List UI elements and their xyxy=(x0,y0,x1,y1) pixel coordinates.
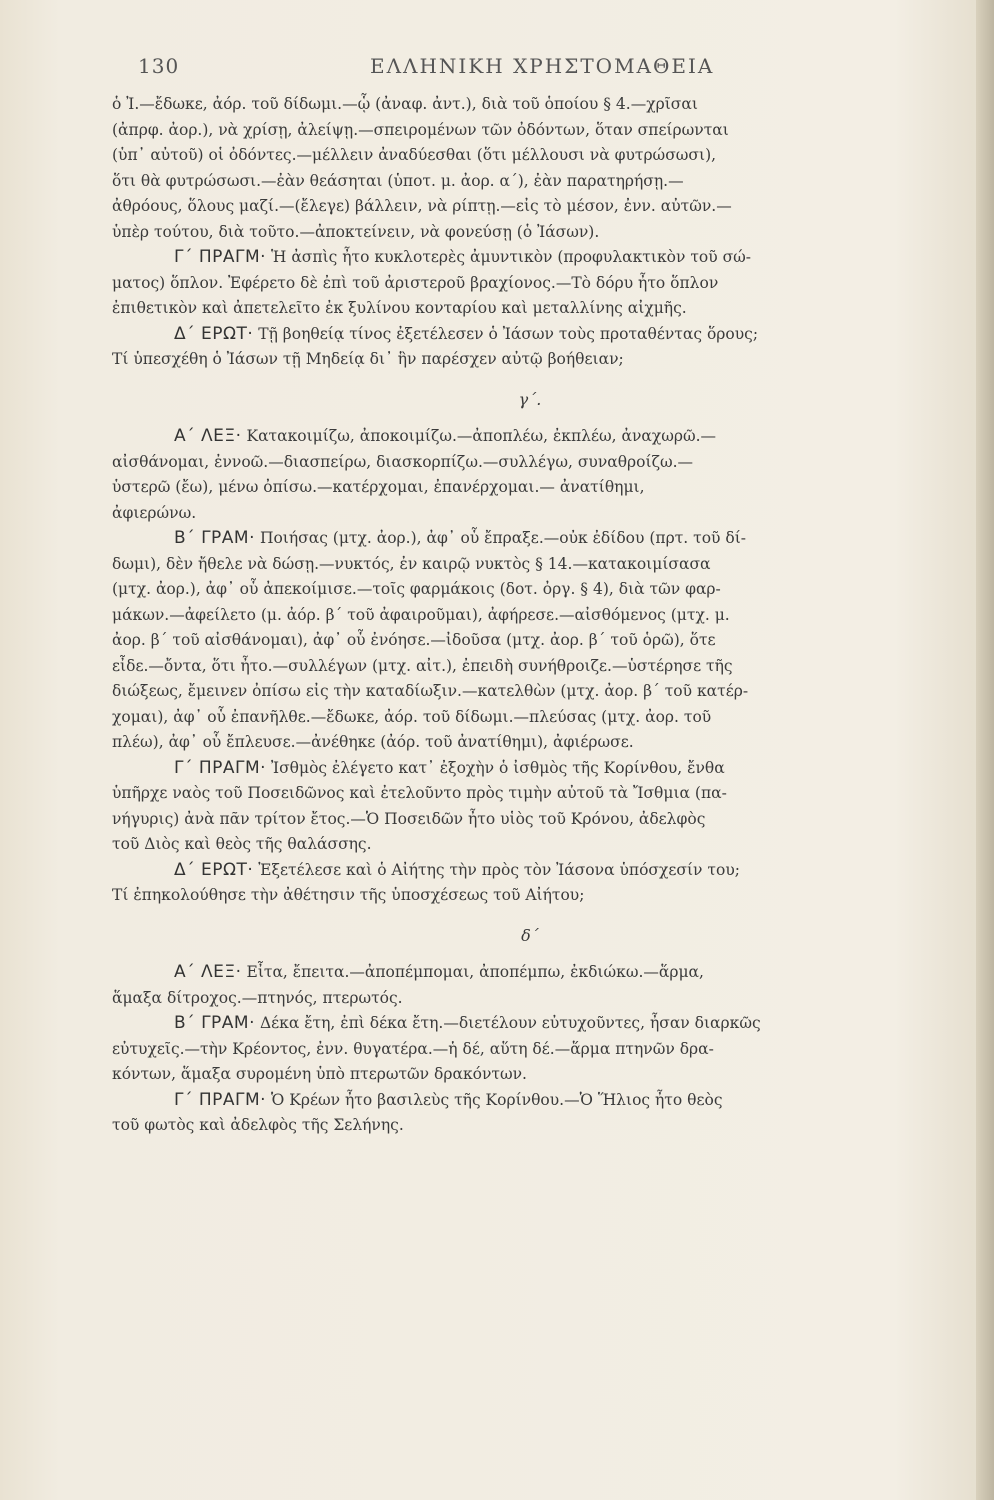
text-line: Κατακοιμίζω, ἀποκοιμίζω.—ἀποπλέω, ἐκπλέω, ἀναχωρῶ.— xyxy=(246,427,717,445)
text-line: ἀφιερώνω. xyxy=(112,503,197,522)
page-number: 130 xyxy=(138,54,180,78)
pragm-section-gamma xyxy=(112,756,948,858)
lex-section-gamma xyxy=(112,424,948,526)
text-line: Ἐξετέλεσε καὶ ὁ Αἰήτης τὴν πρὸς τὸν Ἰάσονα ὑπόσχεσίν του; xyxy=(258,860,740,879)
text-line: Ἰσθμὸς ἐλέγετο κατ᾽ ἐξοχὴν ὁ ἰσθμὸς τῆς Κορίνθου, ἔνθα xyxy=(271,758,725,777)
gram-section-gamma xyxy=(112,526,948,756)
text-line: διώξεως, ἔμεινεν ὀπίσω εἰς τὴν καταδίωξιν.—κατελθὼν (μτχ. ἀορ. β΄ τοῦ κατέρ- xyxy=(112,682,749,700)
page-body xyxy=(112,92,948,1139)
text-line: ἅμαξα δίτροχος.—πτηνός, πτερωτός. xyxy=(112,988,403,1007)
pragm-section-delta xyxy=(112,1088,948,1139)
text-line: Τί ἐπηκολούθησε τὴν ἀθέτησιν τῆς ὑποσχέσεως τοῦ Αἰήτου; xyxy=(112,886,585,904)
text-line: εὐτυχεῖς.—τὴν Κρέοντος, ἐνν. θυγατέρα.—ἡ δέ, αὕτη δέ.—ἅρμα πτηνῶν δρα- xyxy=(112,1039,714,1058)
section-label: Γ΄ ΠΡΑΓΜ· xyxy=(174,247,267,267)
text-line: μάκων.—ἀφείλετο (μ. ἀόρ. β΄ τοῦ ἀφαιροῦμαι), ἀφήρεσε.—αἰσθόμενος (μτχ. μ. xyxy=(112,605,730,624)
pragm-section-1 xyxy=(112,245,948,322)
text-line: πλέω), ἀφ᾽ οὗ ἔπλευσε.—ἀνέθηκε (ἀόρ. τοῦ ἀνατίθημι), ἀφιέρωσε. xyxy=(112,733,634,751)
gram-section-delta xyxy=(112,1011,948,1088)
text-line: δωμι), δὲν ἤθελε νὰ δώσῃ.—νυκτός, ἐν καιρῷ νυκτὸς § 14.—κατακοιμίσασα xyxy=(112,554,711,573)
text-line: ὑστερῶ (ἔω), μένω ὀπίσω.—κατέρχομαι, ἐπανέρχομαι.— ἀνατίθημι, xyxy=(112,478,645,496)
erot-section-gamma xyxy=(112,858,948,909)
text-line: τοῦ φωτὸς καὶ ἀδελφὸς τῆς Σελήνης. xyxy=(112,1116,404,1134)
text-line: εἶδε.—ὄντα, ὅτι ἦτο.—συλλέγων (μτχ. αἰτ.), ἐπειδὴ συνήθροιζε.—ὑστέρησε τῆς xyxy=(112,656,733,675)
lex-section-delta xyxy=(112,960,948,1011)
text-line: ὅτι θὰ φυτρώσωσι.—ἐὰν θεάσηται (ὑποτ. μ. ἀορ. α΄), ἐὰν παρατηρήσῃ.— xyxy=(112,171,684,190)
section-label: Α΄ ΛΕΞ· xyxy=(174,962,242,982)
text-line: ἀορ. β΄ τοῦ αἰσθάνομαι), ἀφ᾽ οὗ ἐνόησε.—ἰδοῦσα (μτχ. ἀορ. β΄ τοῦ ὁρῶ), ὅτε xyxy=(112,631,716,649)
text-line: (ἀπρφ. ἀορ.), νὰ χρίσῃ, ἀλείψῃ.—σπειρομένων τῶν ὀδόντων, ὅταν σπείρωνται xyxy=(112,120,729,139)
text-line: τοῦ Διὸς καὶ θεὸς τῆς θαλάσσης. xyxy=(112,835,372,853)
text-line: ἐπιθετικὸν καὶ ἀπετελεῖτο ἐκ ξυλίνου κονταρίου καὶ μεταλλίνης αἰχμῆς. xyxy=(112,299,687,317)
text-line: Τί ὑπεσχέθη ὁ Ἰάσων τῇ Μηδείᾳ δι᾽ ἣν παρέσχεν αὐτῷ βοήθειαν; xyxy=(112,350,624,368)
section-label: Α΄ ΛΕΞ· xyxy=(174,426,242,446)
section-label: Β΄ ΓΡΑΜ· xyxy=(174,1013,255,1033)
text-line: ὁ Ἰ.—ἔδωκε, ἀόρ. τοῦ δίδωμι.—ᾧ (ἀναφ. ἀντ.), διὰ τοῦ ὁποίου § 4.—χρῖσαι xyxy=(112,95,698,113)
section-label: Γ΄ ΠΡΑΓΜ· xyxy=(174,757,267,778)
text-line: ὑπῆρχε ναὸς τοῦ Ποσειδῶνος καὶ ἐτελοῦντο πρὸς τιμὴν αὐτοῦ τὰ Ἴσθμια (πα- xyxy=(112,784,727,802)
text-line: ὑπὲρ τούτου, διὰ τοῦτο.—ἀποκτείνειν, νὰ φονεύσῃ (ὁ Ἰάσων). xyxy=(112,222,600,241)
text-line: κόντων, ἅμαξα συρομένη ὑπὸ πτερωτῶν δρακόντων. xyxy=(112,1065,527,1083)
text-line: αἰσθάνομαι, ἐννοῶ.—διασπείρω, διασκορπίζω.—συλλέγω, συναθροίζω.— xyxy=(112,452,694,471)
section-label: Δ΄ ΕΡΩΤ· xyxy=(174,323,254,344)
text-line: Δέκα ἔτη, ἐπὶ δέκα ἔτη.—διετέλουν εὐτυχοῦντες, ἦσαν διαρκῶς xyxy=(259,1014,761,1032)
text-line: (ὑπ᾽ αὐτοῦ) οἱ ὀδόντες.—μέλλειν ἀναδύεσθαι (ὅτι μέλλουσι νὰ φυτρώσωσι), xyxy=(112,146,717,164)
text-line: νήγυρις) ἀνὰ πᾶν τρίτον ἔτος.—Ὁ Ποσειδῶν ἦτο υἱὸς τοῦ Κρόνου, ἀδελφὸς xyxy=(112,809,706,828)
section-label: Δ΄ ΕΡΩΤ· xyxy=(174,859,254,880)
section-label: Γ΄ ΠΡΑΓΜ· xyxy=(174,1089,267,1110)
text-line: Ποιήσας (μτχ. ἀορ.), ἀφ᾽ οὗ ἔπραξε.—οὐκ ἐδίδου (πρτ. τοῦ δί- xyxy=(259,529,747,547)
notes-block-1 xyxy=(112,92,948,245)
text-line: χομαι), ἀφ᾽ οὗ ἐπανῆλθε.—ἔδωκε, ἀόρ. τοῦ δίδωμι.—πλεύσας (μτχ. ἀορ. τοῦ xyxy=(112,707,712,726)
section-number-gamma: γ΄. xyxy=(518,389,542,409)
text-line: Ὁ Κρέων ἦτο βασιλεὺς τῆς Κορίνθου.—Ὁ Ἥλιος ἦτο θεὸς xyxy=(271,1090,723,1109)
text-line: Ἡ ἀσπὶς ἦτο κυκλοτερὲς ἀμυντικὸν (προφυλακτικὸν τοῦ σώ- xyxy=(271,248,752,266)
text-line: ματος) ὅπλον. Ἐφέρετο δὲ ἐπὶ τοῦ ἀριστεροῦ βραχίονος.—Τὸ δόρυ ἦτο ὅπλον xyxy=(112,273,719,292)
text-line: Εἶτα, ἔπειτα.—ἀποπέμπομαι, ἀποπέμπω, ἐκδιώκω.—ἅρμα, xyxy=(246,963,704,981)
text-line: Τῇ βοηθείᾳ τίνος ἐξετέλεσεν ὁ Ἰάσων τοὺς προταθέντας ὅρους; xyxy=(258,324,759,343)
text-line: ἀθρόους, ὅλους μαζί.—(ἔλεγε) βάλλειν, νὰ ρίπτῃ.—εἰς τὸ μέσον, ἐνν. αὐτῶν.— xyxy=(112,197,732,215)
page-header xyxy=(138,50,838,86)
text-line: (μτχ. ἀορ.), ἀφ᾽ οὗ ἀπεκοίμισε.—τοῖς φαρμάκοις (δοτ. ὀργ. § 4), διὰ τῶν φαρ- xyxy=(112,580,721,598)
page-spine-edge xyxy=(976,0,994,1500)
section-label: Β΄ ΓΡΑΜ· xyxy=(174,528,255,548)
erot-section-1 xyxy=(112,322,948,373)
section-number-delta: δ΄ xyxy=(521,925,539,945)
running-title: ΕΛΛΗΝΙΚΗ ΧΡΗΣΤΟΜΑΘΕΙΑ xyxy=(370,54,715,78)
